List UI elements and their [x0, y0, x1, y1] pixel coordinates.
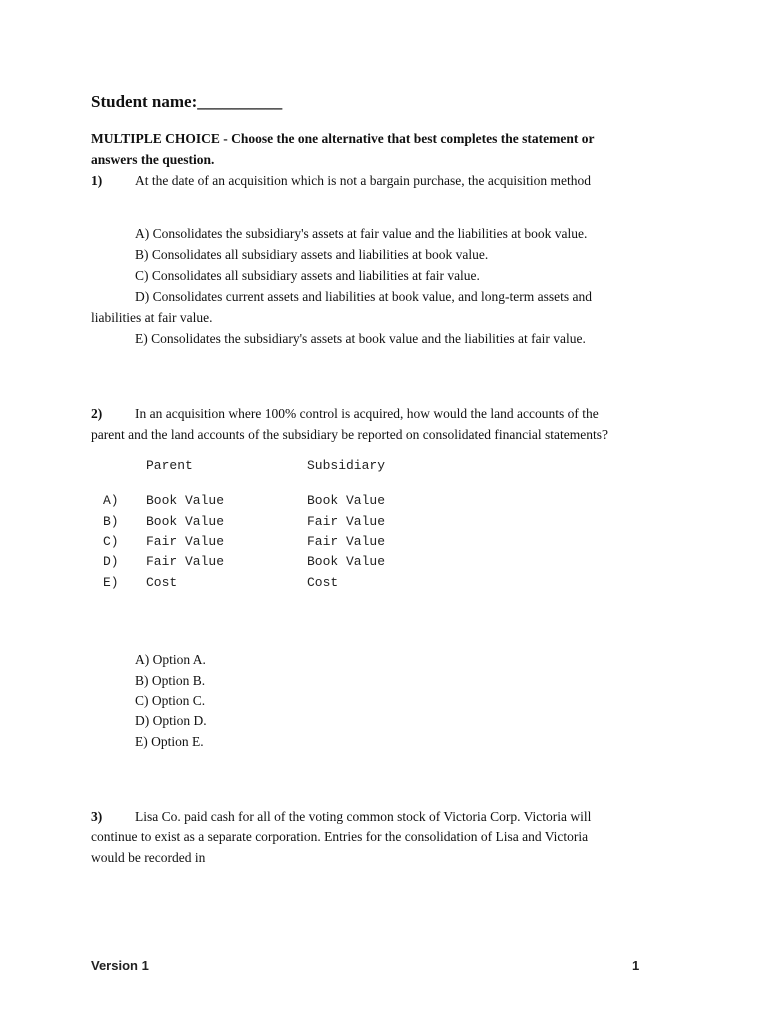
q2-option-b: B) Option B. — [135, 673, 206, 688]
q2-stem-line2: parent and the land accounts of the subsidiary be reported on consolidated financial statements? — [91, 427, 608, 442]
q2-table-cell-parent: Book Value — [146, 493, 225, 508]
q2-table-row-letter: E) — [103, 575, 119, 590]
q2-option-c: C) Option C. — [135, 693, 206, 708]
q1-option-e: E) Consolidates the subsidiary's assets at book value and the liabilities at fair value. — [135, 331, 586, 346]
instructions-text-line1: Choose the one alternative that best completes the statement or — [231, 131, 595, 146]
q1-option-d-continued: liabilities at fair value. — [91, 310, 213, 325]
q2-table-row-letter: D) — [103, 554, 119, 569]
q2-option-a: A) Option A. — [135, 652, 206, 667]
q2-table-header-parent: Parent — [146, 458, 193, 473]
q2-table-row-letter: C) — [103, 534, 119, 549]
q2-table-cell-subsidiary: Book Value — [307, 554, 386, 569]
footer-version: Version 1 — [91, 958, 149, 973]
q2-table-cell-parent: Fair Value — [146, 534, 225, 549]
q1-option-c: C) Consolidates all subsidiary assets and liabilities at fair value. — [135, 268, 480, 283]
q2-number: 2) — [91, 406, 103, 421]
q1-stem: At the date of an acquisition which is not a bargain purchase, the acquisition method — [135, 173, 592, 188]
student-name-field: Student name:__________ — [91, 92, 283, 111]
q2-table-row-letter: B) — [103, 514, 119, 529]
q2-option-d: D) Option D. — [135, 713, 207, 728]
q3-stem-line2: continue to exist as a separate corporation. Entries for the consolidation of Lisa and Victoria — [91, 829, 589, 844]
q1-option-b: B) Consolidates all subsidiary assets and liabilities at book value. — [135, 247, 489, 262]
q2-stem-line1: In an acquisition where 100% control is acquired, how would the land accounts of the — [135, 406, 599, 421]
instructions-lead: MULTIPLE CHOICE - — [91, 131, 232, 146]
instructions-text-line2: answers the question. — [91, 152, 215, 167]
q1-option-a: A) Consolidates the subsidiary's assets at fair value and the liabilities at book value. — [135, 226, 588, 241]
q1-number: 1) — [91, 173, 103, 188]
q2-table-cell-parent: Fair Value — [146, 554, 225, 569]
instructions — [91, 130, 594, 148]
q3-number: 3) — [91, 809, 103, 824]
q2-table-cell-subsidiary: Cost — [307, 575, 339, 590]
q2-table-row-letter: A) — [103, 493, 119, 508]
footer-page-number: 1 — [632, 958, 640, 973]
q3-stem-line1: Lisa Co. paid cash for all of the voting common stock of Victoria Corp. Victoria will — [135, 809, 592, 824]
q2-table-cell-subsidiary: Fair Value — [307, 514, 386, 529]
q2-table-cell-parent: Book Value — [146, 514, 225, 529]
q1-option-d: D) Consolidates current assets and liabilities at book value, and long-term assets and — [135, 289, 593, 304]
q2-option-e: E) Option E. — [135, 734, 204, 749]
q2-table-header-subsidiary: Subsidiary — [307, 458, 386, 473]
q3-stem-line3: would be recorded in — [91, 850, 206, 865]
q2-table-cell-parent: Cost — [146, 575, 178, 590]
q2-table-cell-subsidiary: Book Value — [307, 493, 386, 508]
q2-table-cell-subsidiary: Fair Value — [307, 534, 386, 549]
